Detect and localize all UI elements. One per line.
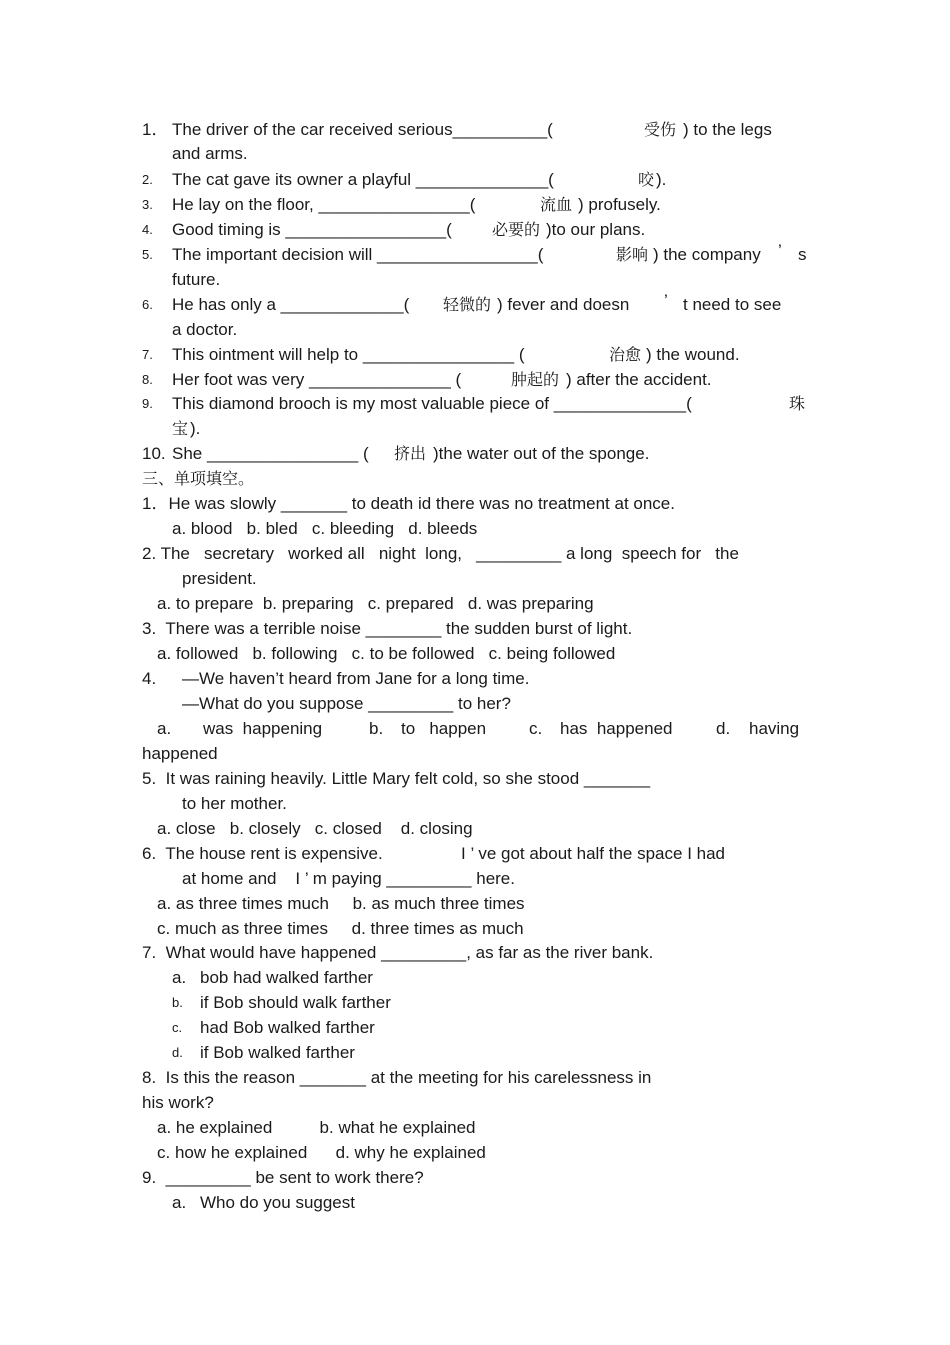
option-label: d.: [716, 719, 731, 738]
item-text: )to our plans.: [546, 220, 646, 239]
option-text: Who do you suggest: [200, 1193, 355, 1212]
item-text: a doctor.: [172, 320, 238, 339]
option-text: had Bob walked farther: [200, 1018, 375, 1037]
apostrophe: ’: [664, 291, 668, 310]
item-number: 4.: [142, 222, 153, 237]
option-text: if Bob should walk farther: [200, 993, 391, 1012]
chinese-hint: 受伤: [644, 120, 677, 139]
option-label: b.: [369, 719, 384, 738]
option-text: having: [749, 719, 800, 738]
item-text: t need to see: [683, 295, 782, 314]
answer-options: a. he explained b. what he explained: [157, 1118, 476, 1137]
section-heading: 三、单项填空。: [142, 469, 255, 488]
item-text: ) to the legs: [683, 120, 772, 139]
item-text: and arms.: [172, 144, 248, 163]
item-text: ) the wound.: [646, 345, 740, 364]
item-number: 9.: [142, 396, 153, 411]
answer-options: a. as three times much b. as much three times: [157, 894, 525, 913]
question-text: 9. _________ be sent to work there?: [142, 1168, 424, 1187]
item-text: Good timing is _________________(: [172, 220, 452, 239]
item-number: 6.: [142, 297, 153, 312]
question-text: 5. It was raining heavily. Little Mary felt cold, so she stood _______: [142, 769, 651, 788]
chinese-hint: 肿起的: [511, 370, 560, 389]
item-text: This diamond brooch is my most valuable piece of ______________(: [172, 394, 692, 413]
answer-options: a. to prepare b. preparing c. prepared d. was preparing: [157, 594, 594, 613]
item-number: 3.: [142, 197, 153, 212]
option-label: b.: [172, 995, 183, 1010]
item-text: future.: [172, 270, 221, 289]
option-label: a.: [172, 1193, 187, 1212]
question-text: 1．He was slowly _______ to death id there was no treatment at once.: [142, 494, 675, 513]
question-text: 2. The secretary worked all night long, _________ a long speech for the: [142, 544, 739, 563]
chinese-hint: 轻微的: [443, 295, 492, 314]
option-text: bob had walked farther: [200, 968, 373, 987]
item-text: He lay on the floor, ________________(: [172, 195, 476, 214]
item-text: This ointment will help to ________________ (: [172, 345, 525, 364]
question-text: 8. Is this the reason _______ at the meeting for his carelessness in: [142, 1068, 652, 1087]
item-number: 2.: [142, 172, 153, 187]
option-text: has happened: [560, 719, 673, 738]
question-text: to her mother.: [182, 794, 287, 813]
option-text: was happening: [203, 719, 323, 738]
option-text: to happen: [401, 719, 487, 738]
answer-options: c. much as three times d. three times as much: [157, 919, 524, 938]
item-text: The driver of the car received serious__________(: [172, 120, 553, 139]
question-text: I ’ ve got about half the space I had: [461, 844, 725, 863]
chinese-hint: 治愈: [609, 345, 642, 364]
item-text: The important decision will _________________(: [172, 245, 544, 264]
item-text: ) fever and doesn: [497, 295, 630, 314]
apostrophe: ’: [778, 241, 782, 260]
item-text: ).: [190, 419, 201, 438]
item-text: He has only a _____________(: [172, 295, 410, 314]
answer-options: a. followed b. following c. to be followed c. being followed: [157, 644, 616, 663]
question-text: his work?: [142, 1093, 214, 1112]
chinese-hint: 流血: [540, 195, 573, 214]
answer-options: a. close b. closely c. closed d. closing: [157, 819, 473, 838]
question-text: 3. There was a terrible noise ________ the sudden burst of light.: [142, 619, 633, 638]
question-text: —What do you suppose _________ to her?: [182, 694, 511, 713]
item-number: 10.: [142, 444, 166, 463]
item-text: ).: [656, 170, 667, 189]
question-text: 6. The house rent is expensive.: [142, 844, 383, 863]
question-text: at home and I ’ m paying _________ here.: [182, 869, 515, 888]
item-number: 8.: [142, 372, 153, 387]
question-text: —We haven’t heard from Jane for a long time.: [182, 669, 530, 688]
option-text: if Bob walked farther: [200, 1043, 355, 1062]
option-label: c.: [172, 1020, 183, 1035]
chinese-hint: 珠: [789, 394, 806, 413]
option-label: a.: [157, 719, 172, 738]
item-text: The cat gave its owner a playful ______________(: [172, 170, 554, 189]
chinese-hint: 挤出: [394, 444, 427, 463]
item-text: )the water out of the sponge.: [433, 444, 650, 463]
item-number: 7.: [142, 347, 153, 362]
chinese-hint: 宝: [172, 419, 189, 438]
question-text: president.: [182, 569, 257, 588]
question-number: 4.: [142, 669, 157, 688]
item-number: 5.: [142, 247, 153, 262]
option-text: happened: [142, 744, 218, 763]
question-text: 7. What would have happened _________, as far as the river bank.: [142, 943, 654, 962]
chinese-hint: 影响: [616, 245, 649, 264]
item-text: ) after the accident.: [566, 370, 712, 389]
item-text: ) profusely.: [578, 195, 661, 214]
answer-options: a. blood b. bled c. bleeding d. bleeds: [172, 519, 478, 538]
item-text: Her foot was very _______________ (: [172, 370, 462, 389]
item-number: 1．: [142, 120, 169, 139]
option-label: c.: [529, 719, 543, 738]
item-text: s: [798, 245, 807, 264]
answer-options: c. how he explained d. why he explained: [157, 1143, 486, 1162]
chinese-hint: 咬: [638, 170, 655, 189]
item-text: ) the company: [653, 245, 761, 264]
item-text: She ________________ (: [172, 444, 369, 463]
chinese-hint: 必要的: [492, 220, 541, 239]
option-label: d.: [172, 1045, 183, 1060]
option-label: a.: [172, 968, 187, 987]
